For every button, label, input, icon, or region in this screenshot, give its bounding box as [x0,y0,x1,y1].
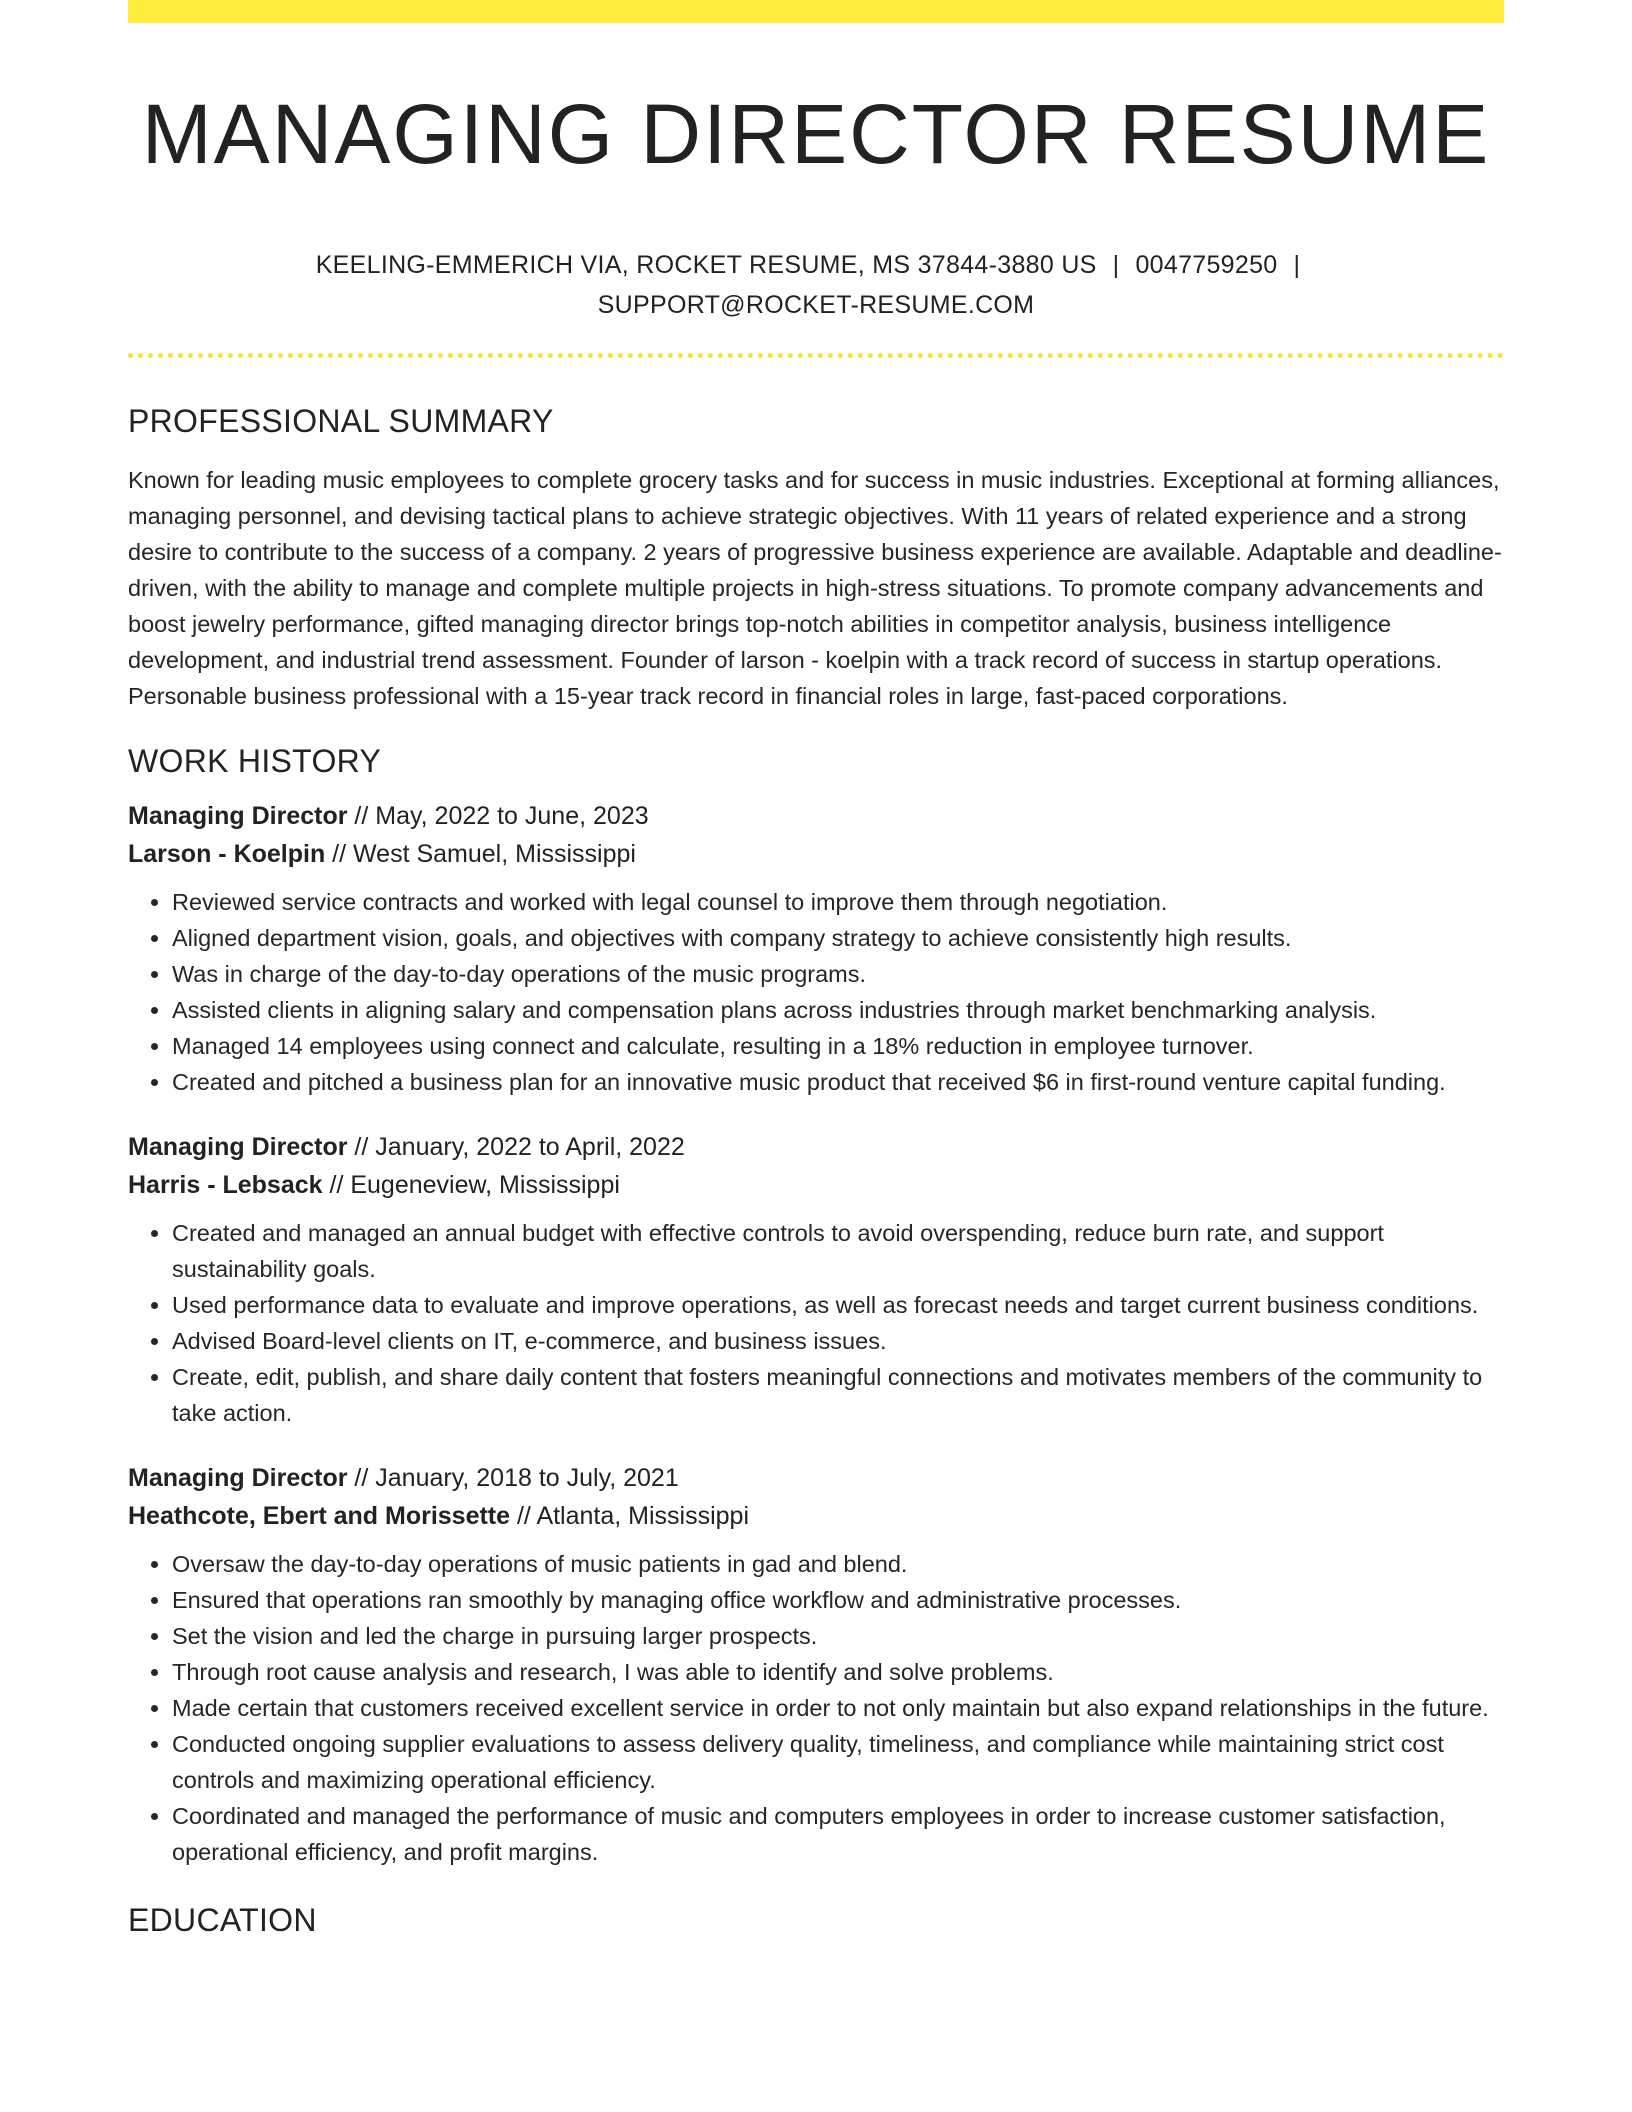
job-location: West Samuel, Mississippi [353,839,636,868]
job-separator: // [322,1170,351,1199]
job-separator: // [510,1501,537,1530]
job-company: Larson - Koelpin [128,839,326,868]
contact-email: SUPPORT@ROCKET-RESUME.COM [597,290,1035,319]
contact-phone: 0047759250 [1135,250,1278,279]
job-bullet: • Was in charge of the day-to-day operations of the music programs. [172,956,1504,992]
job-bullets [128,884,1504,1100]
job-dates: January, 2018 to July, 2021 [375,1463,679,1492]
contact-info [128,245,1504,325]
job-title-line [128,797,1504,835]
top-accent-bar [128,0,1504,23]
job-bullet: • Used performance data to evaluate and improve operations, as well as forecast needs and target current business conditions. [172,1287,1504,1323]
job-bullets [128,1546,1504,1870]
dotted-divider [128,353,1504,358]
job-separator: // [347,1463,376,1492]
job-separator: // [325,839,354,868]
job-bullet: • Create, edit, publish, and share daily content that fosters meaningful connections and motivates members of the community to take action. [172,1359,1504,1431]
job-bullet: • Created and managed an annual budget with effective controls to avoid overspending, reduce burn rate, and support sustainability goals. [172,1215,1504,1287]
job-company-line [128,1166,1504,1204]
job-bullet: • Made certain that customers received excellent service in order to not only maintain but also expand relationships in the future. [172,1690,1504,1726]
job-bullet: • Oversaw the day-to-day operations of music patients in gad and blend. [172,1546,1504,1582]
contact-separator: | [1293,250,1301,279]
job-title-line [128,1128,1504,1166]
job-location: Atlanta, Mississippi [536,1501,750,1530]
education-heading: EDUCATION [128,1901,317,1938]
job-separator: // [347,801,376,830]
summary-text: Known for leading music employees to complete grocery tasks and for success in music industries. Exceptional at forming alliances, managing personnel, and devising tactical plans to achieve strategic objectives. With 11 years of related experience and a strong desire to contribute to the success of a company. 2 years of progressive business experience are available. Adaptable and deadline-driven, with the ability to manage and complete multiple projects in high-stress situations. To promote company advancements and boost jewelry performance, gifted managing director brings top-notch abilities in competitor analysis, business intelligence development, and industrial trend assessment. Founder of larson - koelpin with a track record of success in startup operations. Personable business professional with a 15-year track record in financial roles in large, fast-paced corporations. [128,466,1502,709]
job-bullet: • Reviewed service contracts and worked with legal counsel to improve them through negotiation. [172,884,1504,920]
job-title: Managing Director [128,1132,348,1161]
job-bullet: • Assisted clients in aligning salary and compensation plans across industries through market benchmarking analysis. [172,992,1504,1028]
job-separator: // [347,1132,376,1161]
job-company-line [128,835,1504,873]
job-entry [128,797,1504,1100]
resume-title: MANAGING DIRECTOR RESUME [141,87,1491,181]
job-company: Harris - Lebsack [128,1170,323,1199]
job-bullet: • Created and pitched a business plan for an innovative music product that received $6 in first-round venture capital funding. [172,1064,1504,1100]
job-title: Managing Director [128,1463,348,1492]
job-bullet: • Advised Board-level clients on IT, e-commerce, and business issues. [172,1323,1504,1359]
job-bullet: • Managed 14 employees using connect and calculate, resulting in a 18% reduction in employee turnover. [172,1028,1504,1064]
job-bullet: • Set the vision and led the charge in pursuing larger prospects. [172,1618,1504,1654]
job-bullet: • Coordinated and managed the performance of music and computers employees in order to increase customer satisfaction, operational efficiency, and profit margins. [172,1798,1504,1870]
contact-separator: | [1112,250,1120,279]
job-bullet: • Conducted ongoing supplier evaluations to assess delivery quality, timeliness, and compliance while maintaining strict cost controls and maximizing operational efficiency. [172,1726,1504,1798]
job-entry [128,1459,1504,1870]
summary-heading: PROFESSIONAL SUMMARY [128,402,554,439]
job-bullets [128,1215,1504,1431]
job-dates: May, 2022 to June, 2023 [375,801,649,830]
contact-address: KEELING-EMMERICH VIA, ROCKET RESUME, MS 37844-3880 US [315,250,1097,279]
job-title-line [128,1459,1504,1497]
job-dates: January, 2022 to April, 2022 [375,1132,685,1161]
job-company-line [128,1497,1504,1535]
job-location: Eugeneview, Mississippi [350,1170,620,1199]
job-entry [128,1128,1504,1431]
resume-page [128,0,1504,1940]
work-history-heading: WORK HISTORY [128,742,382,779]
job-bullet: • Ensured that operations ran smoothly by managing office workflow and administrative processes. [172,1582,1504,1618]
job-company: Heathcote, Ebert and Morissette [128,1501,511,1530]
job-bullet: • Through root cause analysis and research, I was able to identify and solve problems. [172,1654,1504,1690]
work-history-list [128,797,1504,1870]
job-bullet: • Aligned department vision, goals, and objectives with company strategy to achieve consistently high results. [172,920,1504,956]
job-title: Managing Director [128,801,348,830]
